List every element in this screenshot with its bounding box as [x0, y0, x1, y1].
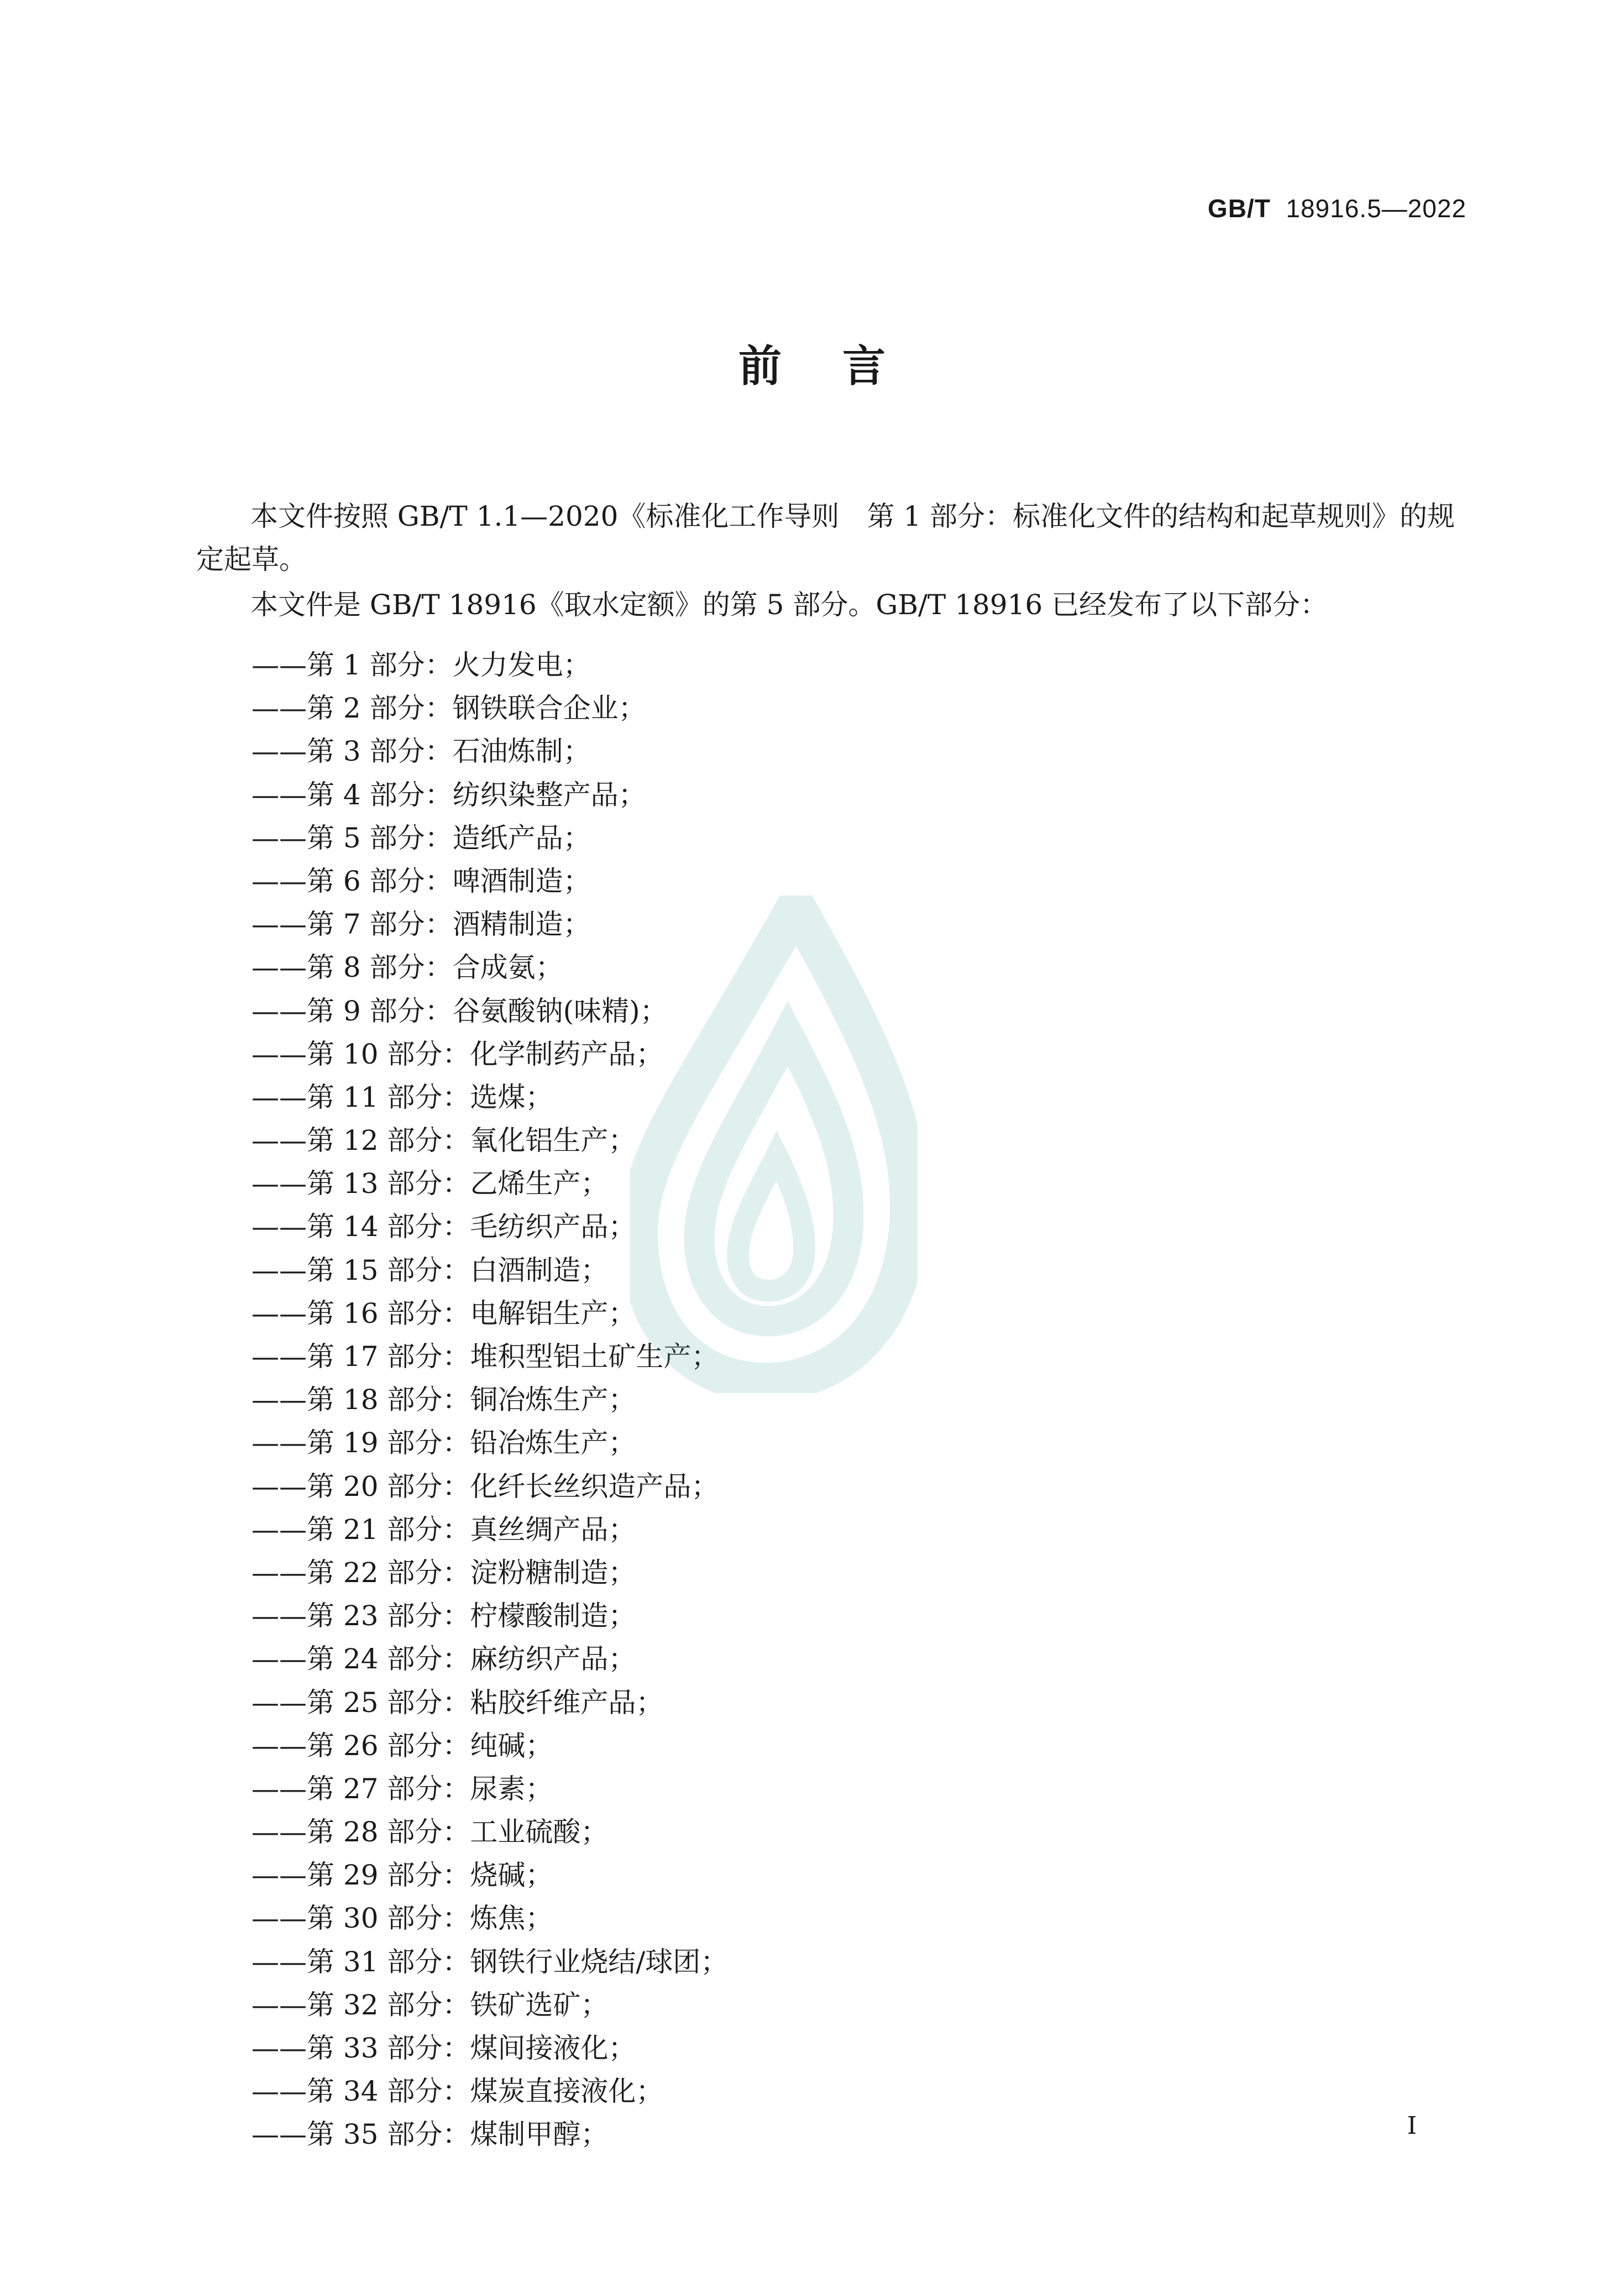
- list-item: ——第 31 部分：钢铁行业烧结/球团；: [252, 1945, 729, 1978]
- list-item: ——第 7 部分：酒精制造；: [252, 908, 591, 941]
- list-item: ——第 19 部分：铅冶炼生产；: [252, 1427, 636, 1459]
- standard-code: [1208, 193, 1466, 223]
- list-item: ——第 24 部分：麻纺织产品；: [252, 1643, 636, 1676]
- list-item: ——第 12 部分：氧化铝生产；: [252, 1124, 636, 1157]
- list-item: ——第 16 部分：电解铝生产；: [252, 1297, 636, 1329]
- parts-list: [252, 643, 728, 2156]
- list-item: ——第 13 部分：乙烯生产；: [252, 1168, 609, 1200]
- list-item: ——第 17 部分：堆积型铝土矿生产；: [252, 1341, 719, 1373]
- standard-number: 18916.5—2022: [1286, 194, 1466, 223]
- list-item: ——第 23 部分：柠檬酸制造；: [252, 1600, 636, 1632]
- intro-paragraph-1: 本文件按照 GB/T 1.1—2020《标准化工作导则 第 1 部分：标准化文件的结构和起草规则》的规定起草。: [196, 500, 1455, 575]
- list-item: ——第 1 部分：火力发电；: [252, 649, 591, 681]
- list-item: ——第 35 部分：煤制甲醇；: [252, 2118, 609, 2151]
- title-char-1: 前: [738, 341, 782, 391]
- list-item: ——第 11 部分：选煤；: [252, 1081, 553, 1113]
- list-item: ——第 5 部分：造纸产品；: [252, 821, 591, 854]
- list-item: ——第 4 部分：纺织染整产品；: [252, 778, 646, 811]
- list-item: ——第 21 部分：真丝绸产品；: [252, 1513, 636, 1546]
- list-item: ——第 26 部分：纯碱；: [252, 1729, 553, 1762]
- list-item: ——第 25 部分：粘胶纤维产品；: [252, 1686, 664, 1719]
- list-item: ——第 33 部分：煤间接液化；: [252, 2032, 636, 2064]
- list-item: ——第 32 部分：铁矿选矿；: [252, 1988, 609, 2021]
- list-item: ——第 29 部分：烧碱；: [252, 1859, 553, 1892]
- list-item: ——第 10 部分：化学制药产品；: [252, 1038, 664, 1070]
- list-item: ——第 27 部分：尿素；: [252, 1772, 553, 1805]
- list-item: ——第 15 部分：白酒制造；: [252, 1254, 609, 1286]
- list-item: ——第 6 部分：啤酒制造；: [252, 865, 591, 897]
- list-item: ——第 34 部分：煤炭直接液化；: [252, 2075, 664, 2108]
- list-item: ——第 3 部分：石油炼制；: [252, 735, 591, 768]
- list-item: ——第 14 部分：毛纺织产品；: [252, 1211, 636, 1243]
- list-item: ——第 20 部分：化纤长丝织造产品；: [252, 1470, 719, 1503]
- title-char-2: 言: [842, 341, 886, 391]
- list-item: ——第 22 部分：淀粉糖制造；: [252, 1556, 636, 1589]
- water-drop-watermark-icon: [630, 896, 918, 1393]
- list-item: ——第 9 部分：谷氨酸钠(味精)；: [252, 994, 668, 1027]
- list-item: ——第 28 部分：工业硫酸；: [252, 1816, 609, 1849]
- list-item: ——第 30 部分：炼焦；: [252, 1902, 553, 1935]
- list-item: ——第 18 部分：铜冶炼生产；: [252, 1384, 636, 1416]
- page-number: I: [1407, 2112, 1417, 2140]
- list-item: ——第 8 部分：合成氨；: [252, 951, 563, 984]
- intro-paragraph-2: 本文件是 GB/T 18916《取水定额》的第 5 部分。GB/T 18916 已经发布了以下部分：: [250, 589, 1328, 621]
- page-title: [0, 332, 1624, 394]
- standard-prefix: GB/T: [1207, 194, 1271, 223]
- list-item: ——第 2 部分：钢铁联合企业；: [252, 692, 646, 725]
